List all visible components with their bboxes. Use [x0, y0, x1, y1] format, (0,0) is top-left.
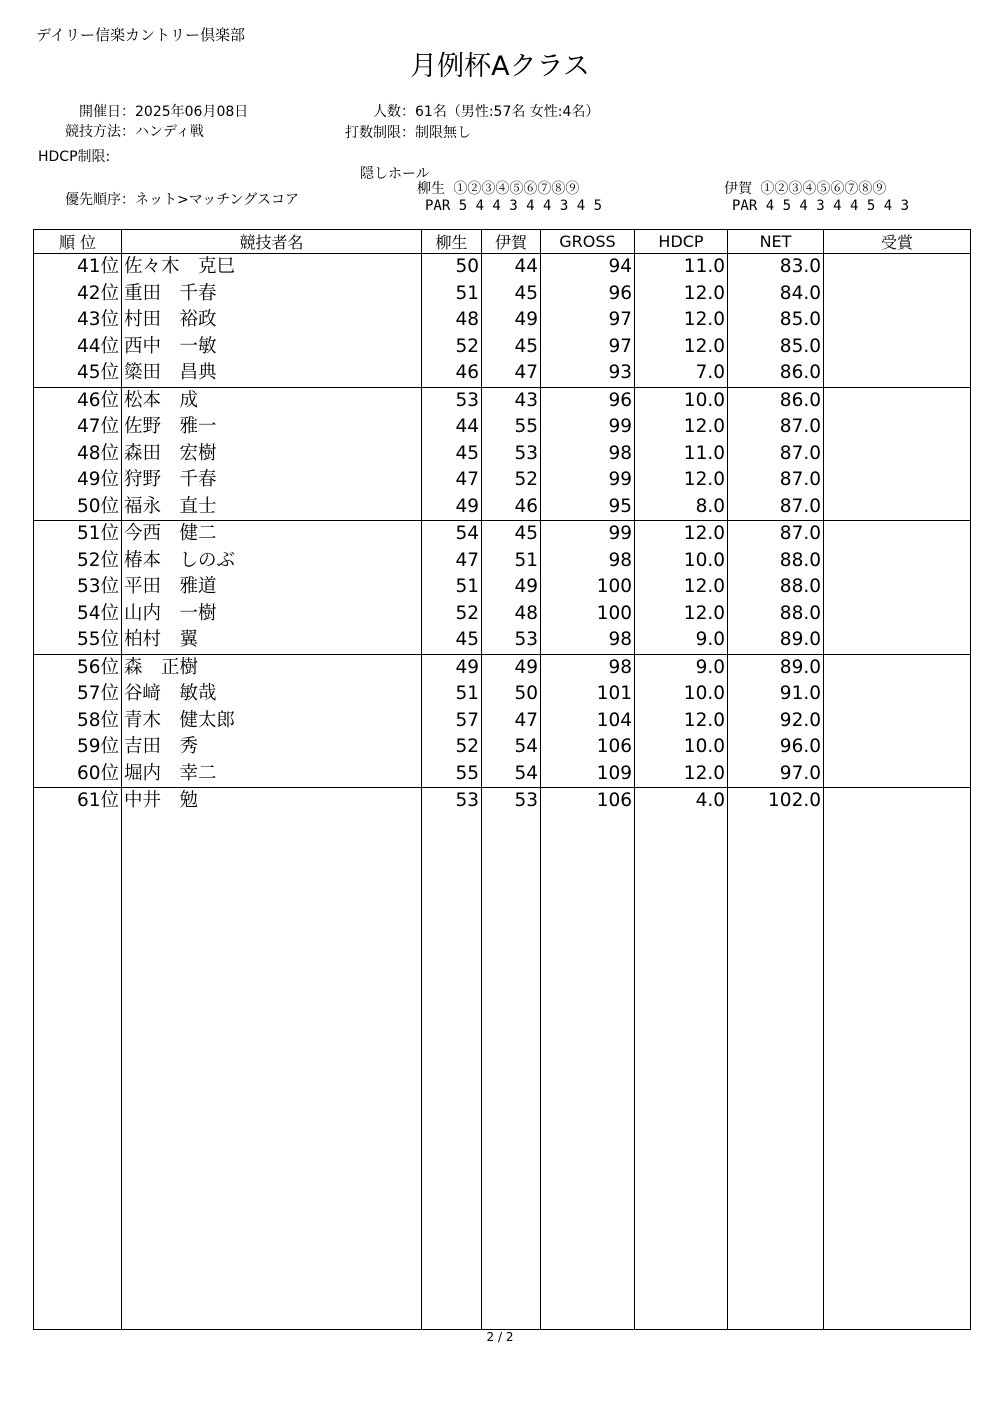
table-row [34, 254, 971, 281]
net-cell: 86.0 [728, 387, 824, 414]
rank-cell: 61位 [34, 788, 122, 815]
hdcp-cell: 9.0 [635, 627, 728, 654]
rank-cell: 43位 [34, 307, 122, 334]
limit-label: 打数制限： [345, 125, 415, 141]
net-cell: 97.0 [728, 761, 824, 788]
hdcp-cell: 8.0 [635, 494, 728, 521]
award-cell [824, 548, 971, 575]
header-name: 競技者名 [122, 230, 422, 254]
name-cell: 吉田 秀 [122, 734, 422, 761]
name-cell: 谷﨑 敏哉 [122, 681, 422, 708]
rank-cell: 60位 [34, 761, 122, 788]
hdcp-cell: 4.0 [635, 788, 728, 815]
gross-cell: 99 [541, 521, 635, 548]
name-cell: 堀内 幸二 [122, 761, 422, 788]
iga-cell: 53 [482, 627, 541, 654]
course1-par: PAR 5 4 4 3 4 4 3 4 5 [425, 198, 603, 214]
empty-cell [728, 815, 824, 1330]
empty-cell [541, 815, 635, 1330]
name-cell: 西中 一敏 [122, 334, 422, 361]
club-name: デイリー信楽カントリー倶楽部 [36, 26, 245, 44]
table-row [34, 788, 971, 815]
hdcp-cell: 11.0 [635, 254, 728, 281]
gross-cell: 100 [541, 574, 635, 601]
net-cell: 89.0 [728, 627, 824, 654]
award-cell [824, 627, 971, 654]
net-cell: 88.0 [728, 601, 824, 628]
table-row [34, 387, 971, 414]
iga-cell: 49 [482, 307, 541, 334]
iga-cell: 54 [482, 734, 541, 761]
rank-cell: 55位 [34, 627, 122, 654]
name-cell: 松本 成 [122, 387, 422, 414]
hdcp-cell: 12.0 [635, 414, 728, 441]
rank-cell: 44位 [34, 334, 122, 361]
iga-cell: 53 [482, 441, 541, 468]
page-number: 2 / 2 [486, 1330, 514, 1344]
gross-cell: 95 [541, 494, 635, 521]
iga-cell: 55 [482, 414, 541, 441]
yagyu-cell: 52 [422, 334, 482, 361]
award-cell [824, 761, 971, 788]
rank-cell: 57位 [34, 681, 122, 708]
name-cell: 森 正樹 [122, 654, 422, 681]
yagyu-cell: 57 [422, 708, 482, 735]
table-row [34, 281, 971, 308]
iga-cell: 47 [482, 708, 541, 735]
net-cell: 96.0 [728, 734, 824, 761]
date-value: 2025年06月08日 [135, 104, 249, 120]
players-row [330, 101, 599, 121]
rank-cell: 48位 [34, 441, 122, 468]
table-row [34, 654, 971, 681]
iga-cell: 47 [482, 360, 541, 387]
yagyu-cell: 55 [422, 761, 482, 788]
name-cell: 椿本 しのぶ [122, 548, 422, 575]
hidden-holes-label: 隠しホール [360, 166, 430, 182]
yagyu-cell: 53 [422, 387, 482, 414]
hdcp-cell: 12.0 [635, 281, 728, 308]
award-cell [824, 387, 971, 414]
name-cell: 山内 一樹 [122, 601, 422, 628]
table-row [34, 494, 971, 521]
table-row [34, 548, 971, 575]
iga-cell: 45 [482, 281, 541, 308]
empty-cell [122, 815, 422, 1330]
name-cell: 今西 健二 [122, 521, 422, 548]
name-cell: 柏村 翼 [122, 627, 422, 654]
rank-cell: 50位 [34, 494, 122, 521]
net-cell: 87.0 [728, 494, 824, 521]
priority-value: ネット>マッチングスコア [135, 192, 300, 208]
yagyu-cell: 51 [422, 574, 482, 601]
table-row [34, 734, 971, 761]
award-cell [824, 654, 971, 681]
header-hdcp: HDCP [635, 230, 728, 254]
header-net: NET [728, 230, 824, 254]
hdcp-cell: 10.0 [635, 387, 728, 414]
yagyu-cell: 51 [422, 681, 482, 708]
gross-cell: 97 [541, 307, 635, 334]
award-cell [824, 254, 971, 281]
name-cell: 中井 勉 [122, 788, 422, 815]
net-cell: 86.0 [728, 360, 824, 387]
table-row [34, 414, 971, 441]
rank-cell: 51位 [34, 521, 122, 548]
yagyu-cell: 49 [422, 654, 482, 681]
page-title: 月例杯Aクラス [410, 51, 590, 82]
hdcp-cell: 7.0 [635, 360, 728, 387]
yagyu-cell: 52 [422, 734, 482, 761]
table-row [34, 307, 971, 334]
hidden-holes-course1 [417, 181, 602, 215]
gross-cell: 98 [541, 627, 635, 654]
iga-cell: 43 [482, 387, 541, 414]
method-label: 競技方法： [65, 124, 135, 140]
course2-par: PAR 4 5 4 3 4 4 5 4 3 [732, 198, 910, 214]
hdcp-cell: 12.0 [635, 467, 728, 494]
gross-cell: 94 [541, 254, 635, 281]
yagyu-cell: 53 [422, 788, 482, 815]
net-cell: 92.0 [728, 708, 824, 735]
table-row [34, 467, 971, 494]
iga-cell: 48 [482, 601, 541, 628]
iga-cell: 45 [482, 334, 541, 361]
yagyu-cell: 51 [422, 281, 482, 308]
award-cell [824, 494, 971, 521]
iga-cell: 53 [482, 788, 541, 815]
yagyu-cell: 45 [422, 441, 482, 468]
date-label: 開催日： [79, 104, 135, 120]
gross-cell: 93 [541, 360, 635, 387]
iga-cell: 44 [482, 254, 541, 281]
rank-cell: 53位 [34, 574, 122, 601]
yagyu-cell: 49 [422, 494, 482, 521]
gross-cell: 98 [541, 654, 635, 681]
yagyu-cell: 47 [422, 467, 482, 494]
net-cell: 87.0 [728, 414, 824, 441]
course2-holes: 伊賀 ①②③④⑤⑥⑦⑧⑨ [724, 181, 887, 197]
award-cell [824, 521, 971, 548]
yagyu-cell: 52 [422, 601, 482, 628]
empty-cell [824, 815, 971, 1330]
iga-cell: 49 [482, 574, 541, 601]
iga-cell: 51 [482, 548, 541, 575]
iga-cell: 52 [482, 467, 541, 494]
gross-cell: 101 [541, 681, 635, 708]
gross-cell: 96 [541, 281, 635, 308]
name-cell: 村田 裕政 [122, 307, 422, 334]
hdcp-limit-label: HDCP制限: [38, 149, 111, 165]
rank-cell: 45位 [34, 360, 122, 387]
method-value: ハンディ戦 [135, 124, 204, 140]
award-cell [824, 307, 971, 334]
rank-cell: 58位 [34, 708, 122, 735]
award-cell [824, 734, 971, 761]
header-yagyu: 柳生 [422, 230, 482, 254]
net-cell: 83.0 [728, 254, 824, 281]
table-row [34, 574, 971, 601]
gross-cell: 99 [541, 467, 635, 494]
hidden-holes-course2 [724, 181, 909, 215]
empty-cell [482, 815, 541, 1330]
hdcp-cell: 10.0 [635, 681, 728, 708]
table-row [34, 334, 971, 361]
iga-cell: 49 [482, 654, 541, 681]
rank-cell: 49位 [34, 467, 122, 494]
gross-cell: 99 [541, 414, 635, 441]
gross-cell: 106 [541, 734, 635, 761]
hdcp-cell: 11.0 [635, 441, 728, 468]
net-cell: 88.0 [728, 574, 824, 601]
award-cell [824, 574, 971, 601]
rank-cell: 47位 [34, 414, 122, 441]
table-header-row [34, 230, 971, 254]
net-cell: 91.0 [728, 681, 824, 708]
gross-cell: 98 [541, 548, 635, 575]
course1-holes: 柳生 ①②③④⑤⑥⑦⑧⑨ [417, 181, 580, 197]
yagyu-cell: 50 [422, 254, 482, 281]
rank-cell: 56位 [34, 654, 122, 681]
yagyu-cell: 44 [422, 414, 482, 441]
name-cell: 平田 雅道 [122, 574, 422, 601]
table-row [34, 601, 971, 628]
name-cell: 簗田 昌典 [122, 360, 422, 387]
yagyu-cell: 45 [422, 627, 482, 654]
header-rank: 順 位 [34, 230, 122, 254]
header-gross: GROSS [541, 230, 635, 254]
table-row [34, 761, 971, 788]
iga-cell: 54 [482, 761, 541, 788]
net-cell: 87.0 [728, 441, 824, 468]
limit-value: 制限無し [415, 125, 471, 141]
net-cell: 85.0 [728, 334, 824, 361]
empty-cell [34, 815, 122, 1330]
net-cell: 84.0 [728, 281, 824, 308]
table-row [34, 681, 971, 708]
players-value: 61名（男性:57名 女性:4名） [415, 104, 600, 120]
name-cell: 狩野 千春 [122, 467, 422, 494]
gross-cell: 104 [541, 708, 635, 735]
hdcp-cell: 12.0 [635, 761, 728, 788]
name-cell: 森田 宏樹 [122, 441, 422, 468]
net-cell: 89.0 [728, 654, 824, 681]
table-filler-row [34, 815, 971, 1330]
award-cell [824, 708, 971, 735]
name-cell: 佐野 雅一 [122, 414, 422, 441]
award-cell [824, 281, 971, 308]
award-cell [824, 414, 971, 441]
award-cell [824, 601, 971, 628]
gross-cell: 98 [541, 441, 635, 468]
iga-cell: 46 [482, 494, 541, 521]
yagyu-cell: 48 [422, 307, 482, 334]
rank-cell: 59位 [34, 734, 122, 761]
method-row [40, 121, 204, 141]
award-cell [824, 441, 971, 468]
award-cell [824, 788, 971, 815]
hdcp-cell: 10.0 [635, 548, 728, 575]
yagyu-cell: 47 [422, 548, 482, 575]
hdcp-cell: 12.0 [635, 334, 728, 361]
hdcp-cell: 12.0 [635, 708, 728, 735]
rank-cell: 52位 [34, 548, 122, 575]
net-cell: 102.0 [728, 788, 824, 815]
rank-cell: 41位 [34, 254, 122, 281]
priority-label: 優先順序： [65, 192, 135, 208]
net-cell: 87.0 [728, 467, 824, 494]
hdcp-cell: 12.0 [635, 574, 728, 601]
yagyu-cell: 54 [422, 521, 482, 548]
iga-cell: 50 [482, 681, 541, 708]
award-cell [824, 334, 971, 361]
table-row [34, 441, 971, 468]
priority-row [40, 189, 299, 209]
date-row [40, 101, 248, 121]
net-cell: 88.0 [728, 548, 824, 575]
table-row [34, 360, 971, 387]
gross-cell: 109 [541, 761, 635, 788]
header-iga: 伊賀 [482, 230, 541, 254]
iga-cell: 45 [482, 521, 541, 548]
rank-cell: 54位 [34, 601, 122, 628]
gross-cell: 106 [541, 788, 635, 815]
gross-cell: 100 [541, 601, 635, 628]
empty-cell [422, 815, 482, 1330]
net-cell: 85.0 [728, 307, 824, 334]
rank-cell: 46位 [34, 387, 122, 414]
name-cell: 重田 千春 [122, 281, 422, 308]
hdcp-cell: 9.0 [635, 654, 728, 681]
table-row [34, 521, 971, 548]
award-cell [824, 681, 971, 708]
table-row [34, 627, 971, 654]
award-cell [824, 360, 971, 387]
name-cell: 佐々木 克巳 [122, 254, 422, 281]
hdcp-cell: 12.0 [635, 521, 728, 548]
players-label: 人数： [373, 104, 415, 120]
net-cell: 87.0 [728, 521, 824, 548]
hdcp-cell: 12.0 [635, 601, 728, 628]
results-table [33, 229, 971, 1330]
yagyu-cell: 46 [422, 360, 482, 387]
rank-cell: 42位 [34, 281, 122, 308]
award-cell [824, 467, 971, 494]
hdcp-cell: 12.0 [635, 307, 728, 334]
name-cell: 福永 直士 [122, 494, 422, 521]
table-row [34, 708, 971, 735]
limit-row [330, 122, 471, 142]
gross-cell: 97 [541, 334, 635, 361]
empty-cell [635, 815, 728, 1330]
gross-cell: 96 [541, 387, 635, 414]
hdcp-cell: 10.0 [635, 734, 728, 761]
header-award: 受賞 [824, 230, 971, 254]
name-cell: 青木 健太郎 [122, 708, 422, 735]
